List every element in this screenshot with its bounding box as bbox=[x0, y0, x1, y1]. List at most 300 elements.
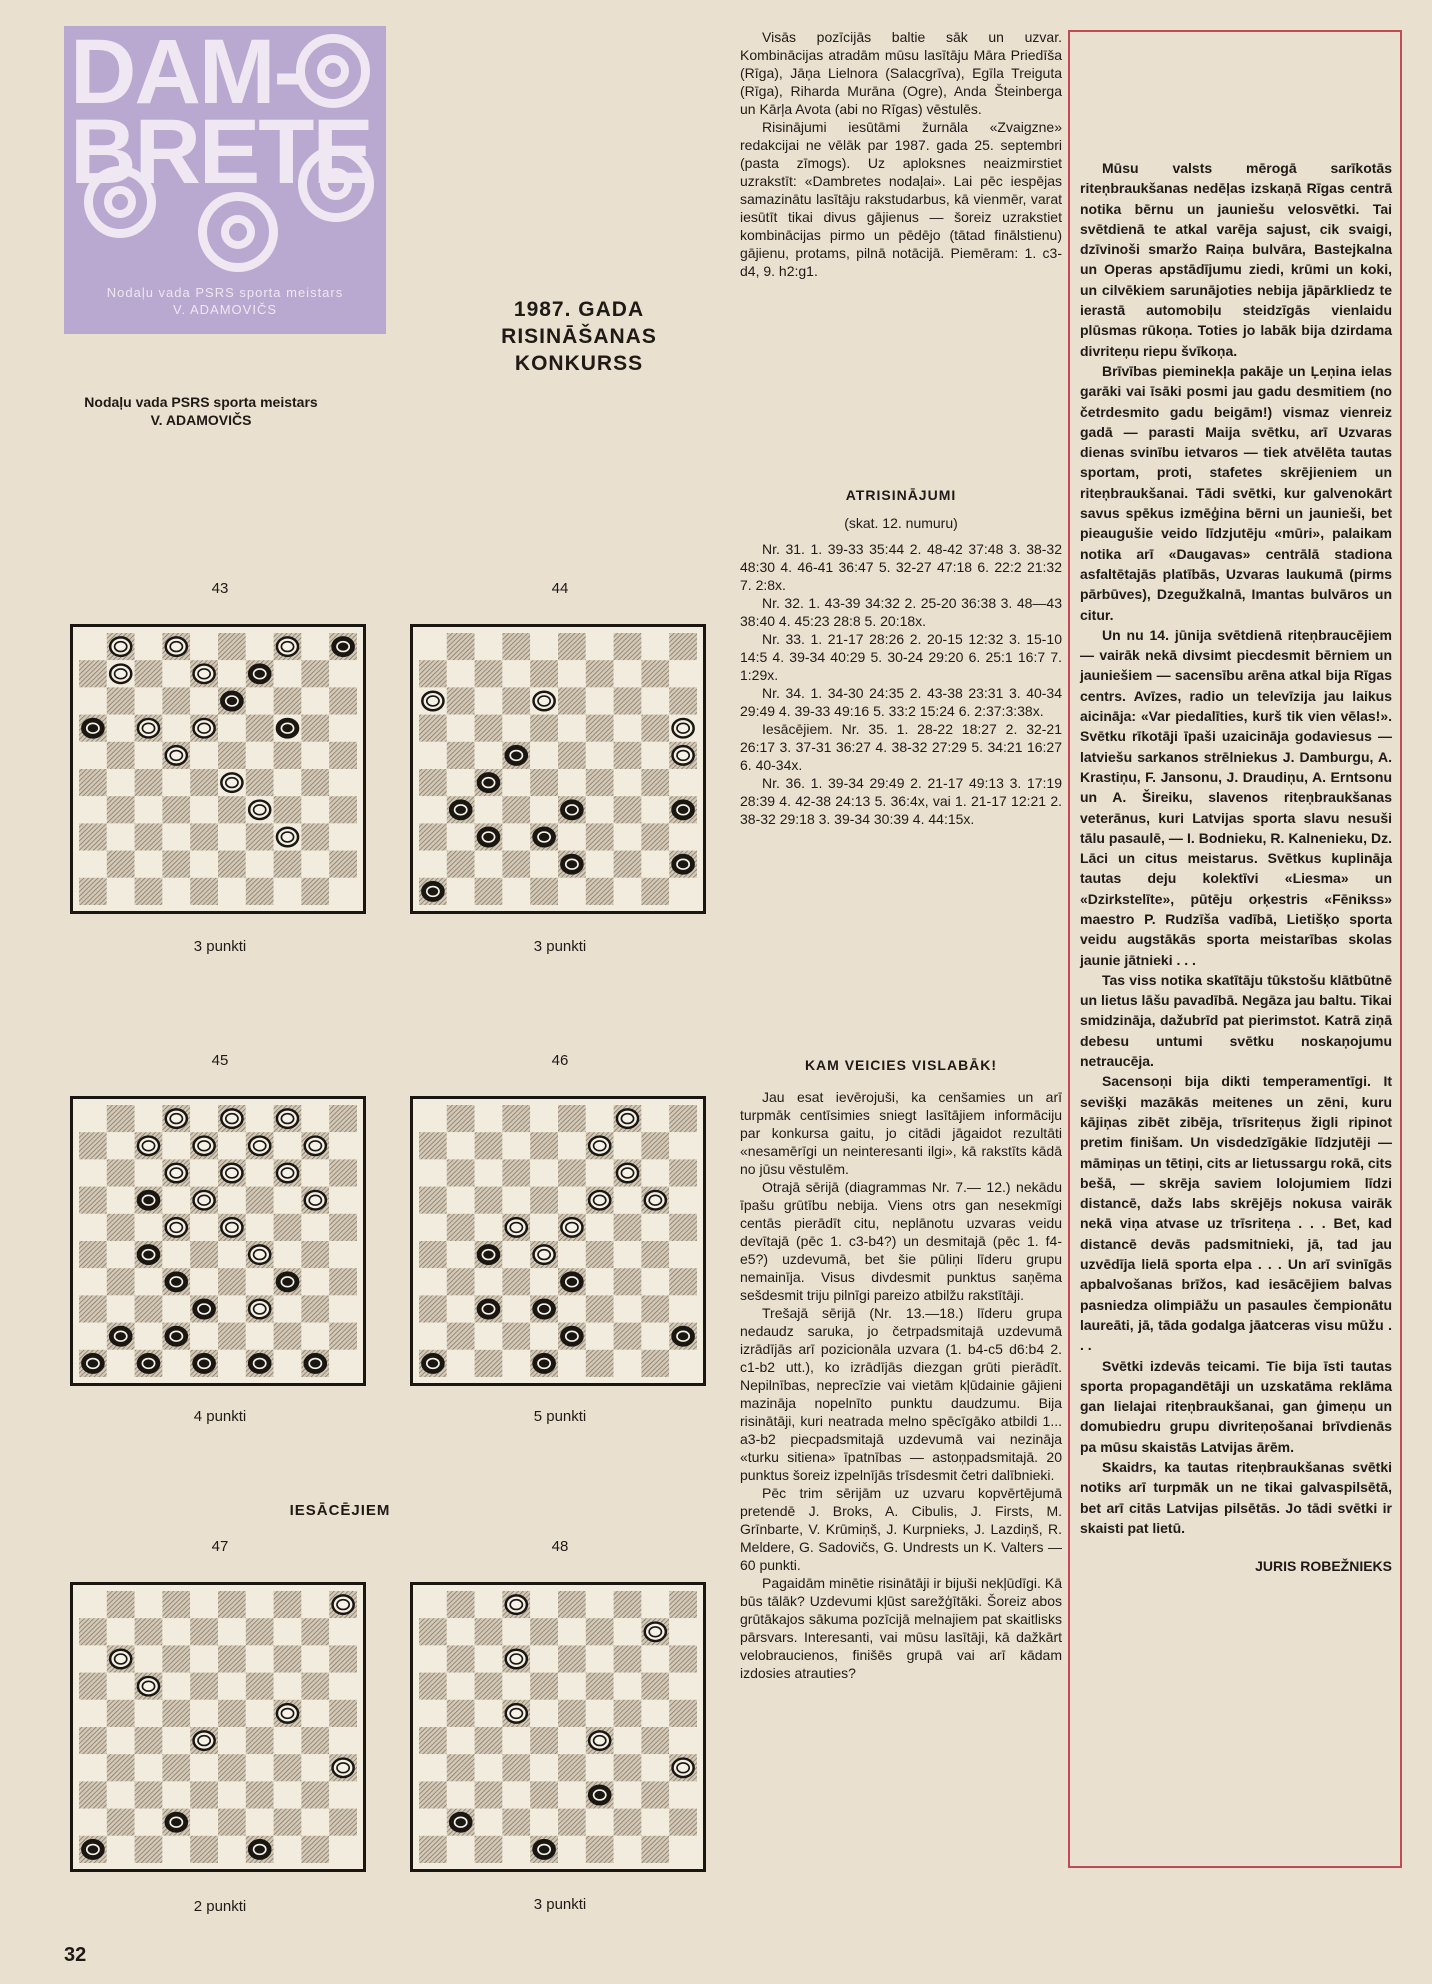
white-piece-icon bbox=[221, 1218, 242, 1236]
paragraph: Mūsu valsts mērogā sarīkotās riteņbraukšanas nedēļas izskaņā Rīgas centrā notika bērnu un jauniešu velosvētki. Tai svētdienā te atkal varēja sajust, cik svaigi, dzīvinoši smaržo Raiņa bulvāra, Bastejkalna un Operas apstādījumu ziedi, krūmi un koki, un cilvēkiem sarunājoties nebija jāpārkliedz te ierastā automobiļu steidzīgās vienlaidu plūsmas rūkoņa. Toties jo labāk bija dzirdama divriteņu riepu švīkoņa. bbox=[1080, 160, 1392, 359]
board-square bbox=[586, 1836, 614, 1863]
board-square bbox=[246, 1673, 274, 1700]
board-square bbox=[274, 1323, 302, 1350]
board-square bbox=[502, 633, 530, 660]
white-piece-icon bbox=[249, 1245, 270, 1263]
board-square bbox=[586, 1295, 614, 1322]
board-square bbox=[419, 769, 447, 796]
board-square bbox=[190, 1159, 218, 1186]
board-square bbox=[301, 1591, 329, 1618]
board-square bbox=[419, 823, 447, 850]
board-square bbox=[586, 1754, 614, 1781]
board-square bbox=[190, 823, 218, 850]
board-square bbox=[641, 1132, 669, 1159]
board-square bbox=[558, 687, 586, 714]
target-circle-icon bbox=[296, 34, 370, 108]
board-square bbox=[530, 1618, 558, 1645]
board-square bbox=[329, 1618, 357, 1645]
board-square bbox=[246, 1618, 274, 1645]
board-square bbox=[246, 823, 274, 850]
board-square bbox=[530, 796, 558, 823]
board-square bbox=[301, 1323, 329, 1350]
white-piece-icon bbox=[589, 1731, 610, 1749]
board-square bbox=[530, 1673, 558, 1700]
board-square bbox=[586, 715, 614, 742]
board-square bbox=[586, 1618, 614, 1645]
board-square bbox=[502, 1268, 530, 1295]
board-square bbox=[190, 851, 218, 878]
black-piece-icon bbox=[422, 882, 443, 900]
board-square bbox=[162, 851, 190, 878]
article-text bbox=[1080, 158, 1392, 1576]
board-square bbox=[79, 1591, 107, 1618]
white-piece-icon bbox=[138, 1677, 159, 1695]
board-square bbox=[135, 1754, 163, 1781]
column-border bbox=[1068, 30, 1070, 1868]
board-square bbox=[107, 1781, 135, 1808]
white-piece-icon bbox=[194, 719, 215, 737]
board-square bbox=[475, 1673, 503, 1700]
board-square bbox=[301, 633, 329, 660]
board-square bbox=[558, 1105, 586, 1132]
board-square bbox=[475, 1754, 503, 1781]
board-square bbox=[190, 1591, 218, 1618]
paragraph: Tas viss notika skatītāju tūkstošu klātbūtnē un lietus lāšu pavadībā. Negāza jau baltu. Tikai smidzināja, dažubrīd pat pierimstot. Katrā ziņā debesu untumi svētku noskaņojumu netraucēja. bbox=[1080, 971, 1392, 1070]
white-piece-icon bbox=[166, 1164, 187, 1182]
white-piece-icon bbox=[506, 1650, 527, 1668]
board-square bbox=[218, 1295, 246, 1322]
board-square bbox=[586, 660, 614, 687]
board-square bbox=[135, 1268, 163, 1295]
board-square bbox=[586, 1323, 614, 1350]
board-square bbox=[669, 1241, 697, 1268]
board-square bbox=[329, 1700, 357, 1727]
white-piece-icon bbox=[561, 1218, 582, 1236]
board-square bbox=[79, 1241, 107, 1268]
board-square bbox=[614, 1295, 642, 1322]
board-square bbox=[419, 1132, 447, 1159]
board-square bbox=[135, 769, 163, 796]
board-square bbox=[218, 1645, 246, 1672]
board-square bbox=[447, 851, 475, 878]
white-piece-icon bbox=[194, 665, 215, 683]
board-square bbox=[558, 1727, 586, 1754]
board-square bbox=[218, 851, 246, 878]
board-square bbox=[329, 1836, 357, 1863]
board-square bbox=[419, 660, 447, 687]
board-square bbox=[419, 1645, 447, 1672]
board-square bbox=[614, 1836, 642, 1863]
board-square bbox=[475, 1350, 503, 1377]
board-square bbox=[419, 715, 447, 742]
board-square bbox=[301, 1645, 329, 1672]
board-square bbox=[135, 823, 163, 850]
board-square bbox=[669, 687, 697, 714]
paragraph: Jau esat ievērojuši, ka cenšamies un arī turpmāk centīsimies sniegt lasītājiem informāciju par konkursa gaitu, jo citādi jāgaidot rezultāti «nesamērīgi un neinteresanti ilgi», kā rakstīts kādā no jūsu vēstulēm. bbox=[740, 1089, 1062, 1177]
board-square bbox=[79, 851, 107, 878]
paragraph: Iesācējiem. Nr. 35. 1. 28-22 18:27 2. 32-21 26:17 3. 37-31 36:27 4. 38-32 27:29 5. 34:21 16:27 6. 40-34x. bbox=[740, 721, 1062, 773]
board-square bbox=[218, 1618, 246, 1645]
board-square bbox=[475, 1187, 503, 1214]
white-piece-icon bbox=[249, 1137, 270, 1155]
board-square bbox=[558, 1295, 586, 1322]
board-square bbox=[301, 1809, 329, 1836]
board-square bbox=[530, 1700, 558, 1727]
board-square bbox=[558, 878, 586, 905]
board-square bbox=[641, 769, 669, 796]
board-square bbox=[614, 1350, 642, 1377]
board-grid bbox=[419, 1591, 697, 1863]
white-piece-icon bbox=[221, 1164, 242, 1182]
board-square bbox=[329, 715, 357, 742]
results-section bbox=[740, 1056, 1062, 1682]
board-square bbox=[669, 1809, 697, 1836]
board-square bbox=[447, 1836, 475, 1863]
board-square bbox=[301, 851, 329, 878]
board-square bbox=[162, 1781, 190, 1808]
board-square bbox=[641, 1214, 669, 1241]
black-piece-icon bbox=[82, 719, 103, 737]
board-square bbox=[586, 1268, 614, 1295]
board-square bbox=[135, 1781, 163, 1808]
board-square bbox=[669, 660, 697, 687]
board-square bbox=[614, 1241, 642, 1268]
board-square bbox=[301, 1700, 329, 1727]
board-square bbox=[329, 1295, 357, 1322]
board-square bbox=[502, 796, 530, 823]
black-piece-icon bbox=[589, 1786, 610, 1804]
logo-title-line1: DAM- bbox=[70, 21, 303, 123]
board-square bbox=[447, 1241, 475, 1268]
contest-title-line1: 1987. GADA bbox=[513, 298, 645, 321]
board-square bbox=[218, 1673, 246, 1700]
board-square bbox=[162, 1295, 190, 1322]
white-piece-icon bbox=[110, 637, 131, 655]
board-square bbox=[586, 1809, 614, 1836]
board-square bbox=[558, 1187, 586, 1214]
board-square bbox=[614, 1323, 642, 1350]
board-square bbox=[447, 1618, 475, 1645]
board-square bbox=[246, 1781, 274, 1808]
board-square bbox=[135, 1727, 163, 1754]
board-square bbox=[502, 1159, 530, 1186]
board-square bbox=[329, 687, 357, 714]
board-square bbox=[419, 1700, 447, 1727]
board-square bbox=[586, 1591, 614, 1618]
board-square bbox=[586, 742, 614, 769]
black-piece-icon bbox=[305, 1354, 326, 1372]
board-square bbox=[447, 1268, 475, 1295]
board-square bbox=[502, 1781, 530, 1808]
board-square bbox=[246, 687, 274, 714]
diagram-number: 47 bbox=[211, 1538, 229, 1555]
board-square bbox=[329, 1132, 357, 1159]
board-square bbox=[107, 1187, 135, 1214]
board-square bbox=[162, 660, 190, 687]
white-piece-icon bbox=[305, 1191, 326, 1209]
board-square bbox=[641, 1781, 669, 1808]
board-square bbox=[162, 1673, 190, 1700]
black-piece-icon bbox=[450, 1813, 471, 1831]
credit-line2: V. ADAMOVIČS bbox=[150, 412, 252, 428]
board-square bbox=[558, 769, 586, 796]
board-square bbox=[614, 742, 642, 769]
board-square bbox=[447, 1132, 475, 1159]
board-square bbox=[530, 1268, 558, 1295]
paragraph: Nr. 31. 1. 39-33 35:44 2. 48-42 37:48 3. 38-32 48:30 4. 46-41 36:47 5. 32-27 47:18 6. 22:2 21:32 7. 2:8x. bbox=[740, 541, 1062, 593]
board-square bbox=[530, 878, 558, 905]
board-square bbox=[107, 1754, 135, 1781]
board-square bbox=[475, 742, 503, 769]
board-square bbox=[502, 1187, 530, 1214]
board-square bbox=[274, 851, 302, 878]
white-piece-icon bbox=[333, 1759, 354, 1777]
white-piece-icon bbox=[221, 773, 242, 791]
board-square bbox=[447, 1105, 475, 1132]
board-square bbox=[218, 633, 246, 660]
board-square bbox=[669, 1700, 697, 1727]
board-square bbox=[475, 1214, 503, 1241]
board-square bbox=[586, 1159, 614, 1186]
checkers-board bbox=[70, 624, 366, 914]
board-square bbox=[329, 1727, 357, 1754]
board-square bbox=[218, 796, 246, 823]
board-square bbox=[419, 1781, 447, 1808]
board-square bbox=[162, 823, 190, 850]
board-square bbox=[274, 1727, 302, 1754]
board-square bbox=[614, 660, 642, 687]
board-square bbox=[669, 1727, 697, 1754]
board-square bbox=[218, 1700, 246, 1727]
black-piece-icon bbox=[277, 1273, 298, 1291]
board-square bbox=[190, 1618, 218, 1645]
board-square bbox=[79, 1295, 107, 1322]
black-piece-icon bbox=[561, 801, 582, 819]
board-square bbox=[107, 1673, 135, 1700]
board-square bbox=[301, 715, 329, 742]
board-square bbox=[135, 742, 163, 769]
board-square bbox=[502, 1323, 530, 1350]
black-piece-icon bbox=[478, 773, 499, 791]
paragraph: Pēc trim sērijām uz uzvaru kopvērtējumā pretendē J. Broks, A. Cibulis, J. Firsts, M. Grīnbarte, V. Krūmiņš, J. Kurpnieks, J. Lazdiņš, R. Meldere, G. Sadovičs, G. Undrests un K. Valters — 60 punkti. bbox=[740, 1485, 1062, 1573]
board-square bbox=[558, 742, 586, 769]
board-square bbox=[586, 687, 614, 714]
board-square bbox=[614, 1591, 642, 1618]
board-square bbox=[641, 851, 669, 878]
contest-title-line2: RISINĀŠANAS bbox=[501, 325, 657, 348]
paragraph: Trešajā sērijā (Nr. 13.—18.) līderu grupa nedaudz saruka, jo četrpadsmitajā uzdevumā izrādījās arī pozicionāla uzvara (1. b4-c5 d6:b4 2. c1-b2 utt.), ko izrādījās diezgan grūti pierādīt. Nepilnības, neprecīzie vai vietām kļūdainie gājieni mazināja nopelnīto punktu daudzumu. Bija risinātāji, kuri neatrada melno spēcīgāko atbildi 1... a3-b2 piecpadsmitajā uzdevumā vai nezināja «turku sitiena» īpatnības — astoņpadsmitajā. 20 punktus šoreiz izpelnījās trīsdesmit četri dalībnieki. bbox=[740, 1305, 1062, 1483]
white-piece-icon bbox=[534, 1245, 555, 1263]
black-piece-icon bbox=[138, 1191, 159, 1209]
board-square bbox=[329, 796, 357, 823]
white-piece-icon bbox=[166, 1218, 187, 1236]
white-piece-icon bbox=[673, 746, 694, 764]
board-square bbox=[79, 1105, 107, 1132]
board-square bbox=[419, 1323, 447, 1350]
board-square bbox=[190, 1781, 218, 1808]
board-square bbox=[558, 1241, 586, 1268]
white-piece-icon bbox=[617, 1109, 638, 1127]
board-square bbox=[79, 1618, 107, 1645]
board-square bbox=[447, 878, 475, 905]
board-square bbox=[301, 1781, 329, 1808]
board-square bbox=[274, 1295, 302, 1322]
black-piece-icon bbox=[561, 1327, 582, 1345]
board-square bbox=[79, 742, 107, 769]
board-square bbox=[447, 769, 475, 796]
board-square bbox=[79, 878, 107, 905]
board-square bbox=[329, 1673, 357, 1700]
board-square bbox=[614, 796, 642, 823]
board-square bbox=[79, 1809, 107, 1836]
board-square bbox=[502, 1727, 530, 1754]
board-square bbox=[301, 1295, 329, 1322]
diagram-points: 5 punkti bbox=[533, 1408, 587, 1425]
board-square bbox=[502, 687, 530, 714]
board-square bbox=[502, 1618, 530, 1645]
board-square bbox=[641, 660, 669, 687]
board-square bbox=[107, 715, 135, 742]
board-square bbox=[79, 633, 107, 660]
board-square bbox=[475, 660, 503, 687]
board-square bbox=[274, 1132, 302, 1159]
board-square bbox=[107, 1591, 135, 1618]
board-square bbox=[641, 796, 669, 823]
paragraph: Sacensoņi bija dikti temperamentīgi. It sevišķi mazākās meitenes un zēni, kuru kājiņas zibēt zibēja, trīsriteņus žigli ripinot pretim finišam. Un visdedzīgākie līdzjutēji — māmiņas un tētiņi, cits ar lietussargu rokā, cits bešā, — skrēja saviem lolojumiem līdzi distancē, dažs labs skrējējs nokusa vairāk nekā viņa atvase uz trīsriteņa . . . Bet, kad distancē devās padsmitnieki, jā, tad jau uzvēdīja lielā sporta elpa . . . Un arī svinīgās apbalvošanas brīžos, kad iesācējiem balvas pasniedza olimpiāžu un pasaules čempionātu laureāti, jā, tāda godalga jāatceras visu mūžu . . . bbox=[1080, 1073, 1392, 1354]
black-piece-icon bbox=[534, 1840, 555, 1858]
board-square bbox=[246, 1105, 274, 1132]
board-square bbox=[614, 769, 642, 796]
board-square bbox=[419, 851, 447, 878]
white-piece-icon bbox=[221, 1109, 242, 1127]
board-square bbox=[162, 1591, 190, 1618]
board-square bbox=[669, 1618, 697, 1645]
board-square bbox=[274, 1618, 302, 1645]
board-square bbox=[447, 1673, 475, 1700]
board-square bbox=[162, 878, 190, 905]
board-square bbox=[190, 1673, 218, 1700]
board-square bbox=[301, 1159, 329, 1186]
board-square bbox=[162, 1241, 190, 1268]
black-piece-icon bbox=[333, 637, 354, 655]
board-square bbox=[475, 878, 503, 905]
board-square bbox=[218, 660, 246, 687]
white-piece-icon bbox=[277, 828, 298, 846]
diagram-points: 2 punkti bbox=[193, 1898, 247, 1915]
board-square bbox=[246, 769, 274, 796]
board-square bbox=[669, 1132, 697, 1159]
board-square bbox=[641, 878, 669, 905]
board-square bbox=[190, 742, 218, 769]
board-square bbox=[641, 1809, 669, 1836]
board-square bbox=[502, 715, 530, 742]
white-piece-icon bbox=[645, 1623, 666, 1641]
paragraph: Skaidrs, ka tautas riteņbraukšanas svētki notiks arī turpmāk un ne tikai galvaspilsētā, bet arī citās Latvijas pilsētās. Jo tādi svētki ir skaisti pat lietū. bbox=[1080, 1459, 1392, 1536]
board-square bbox=[135, 1214, 163, 1241]
board-square bbox=[558, 1754, 586, 1781]
black-piece-icon bbox=[534, 1354, 555, 1372]
board-square bbox=[135, 633, 163, 660]
board-square bbox=[329, 1781, 357, 1808]
board-square bbox=[190, 796, 218, 823]
board-square bbox=[301, 1836, 329, 1863]
board-square bbox=[329, 1809, 357, 1836]
board-square bbox=[502, 823, 530, 850]
board-square bbox=[190, 1700, 218, 1727]
board-square bbox=[669, 1214, 697, 1241]
board-square bbox=[641, 1836, 669, 1863]
board-square bbox=[614, 687, 642, 714]
board-square bbox=[530, 1214, 558, 1241]
board-square bbox=[135, 796, 163, 823]
board-square bbox=[274, 769, 302, 796]
black-piece-icon bbox=[194, 1354, 215, 1372]
board-square bbox=[419, 1754, 447, 1781]
board-square bbox=[329, 1241, 357, 1268]
board-square bbox=[641, 1591, 669, 1618]
board-square bbox=[190, 687, 218, 714]
black-piece-icon bbox=[221, 692, 242, 710]
board-square bbox=[447, 633, 475, 660]
board-square bbox=[558, 1591, 586, 1618]
diagram-number: 45 bbox=[211, 1052, 229, 1069]
board-square bbox=[502, 851, 530, 878]
board-square bbox=[502, 1105, 530, 1132]
intro-text bbox=[740, 28, 1062, 280]
board-square bbox=[135, 1836, 163, 1863]
board-square bbox=[447, 823, 475, 850]
board-square bbox=[301, 742, 329, 769]
board-square bbox=[475, 1700, 503, 1727]
white-piece-icon bbox=[277, 637, 298, 655]
board-square bbox=[329, 660, 357, 687]
board-square bbox=[558, 633, 586, 660]
board-square bbox=[641, 1159, 669, 1186]
board-square bbox=[190, 1754, 218, 1781]
board-square bbox=[586, 1673, 614, 1700]
board-square bbox=[79, 687, 107, 714]
board-square bbox=[218, 742, 246, 769]
white-piece-icon bbox=[277, 1704, 298, 1722]
board-square bbox=[301, 1105, 329, 1132]
board-square bbox=[419, 1727, 447, 1754]
board-square bbox=[614, 1214, 642, 1241]
board-square bbox=[475, 1781, 503, 1808]
paragraph: Pagaidām minētie risinātāji ir bijuši nekļūdīgi. Kā būs tālāk? Uzdevumi kļūst sarežģītāki. Šoreiz abos grūtākajos sākuma pozīcijā melnajiem pat skaitlisks pārsvars. Interesanti, vai mūsu lasītāji, kā dažkārt velobraucienos, finišēs grupā vai arī kādam izdosies atrauties? bbox=[740, 1575, 1062, 1681]
board-square bbox=[218, 1591, 246, 1618]
board-grid bbox=[79, 633, 357, 905]
paragraph: Nr. 33. 1. 21-17 28:26 2. 20-15 12:32 3. 15-10 14:5 4. 39-34 40:29 5. 30-24 29:20 6. 25:1 16:7 7. 1:29x. bbox=[740, 631, 1062, 683]
board-square bbox=[301, 1754, 329, 1781]
board-square bbox=[447, 1159, 475, 1186]
board-square bbox=[558, 1809, 586, 1836]
black-piece-icon bbox=[138, 1245, 159, 1263]
board-square bbox=[107, 769, 135, 796]
paragraph: Nr. 34. 1. 34-30 24:35 2. 43-38 23:31 3. 40-34 29:49 4. 39-33 49:16 5. 33:2 15:24 6. 2:37:3:38x. bbox=[740, 685, 1062, 719]
checkers-board bbox=[410, 1096, 706, 1386]
board-square bbox=[162, 715, 190, 742]
board-square bbox=[218, 1727, 246, 1754]
board-square bbox=[502, 878, 530, 905]
paragraph: Nr. 32. 1. 43-39 34:32 2. 25-20 36:38 3. 48—43 38:40 4. 45:23 28:8 5. 20:18x. bbox=[740, 595, 1062, 629]
white-piece-icon bbox=[194, 1137, 215, 1155]
board-square bbox=[246, 1214, 274, 1241]
board-square bbox=[218, 1809, 246, 1836]
board-square bbox=[669, 1645, 697, 1672]
diagram-number: 44 bbox=[551, 580, 569, 597]
board-square bbox=[329, 1214, 357, 1241]
board-square bbox=[447, 1754, 475, 1781]
